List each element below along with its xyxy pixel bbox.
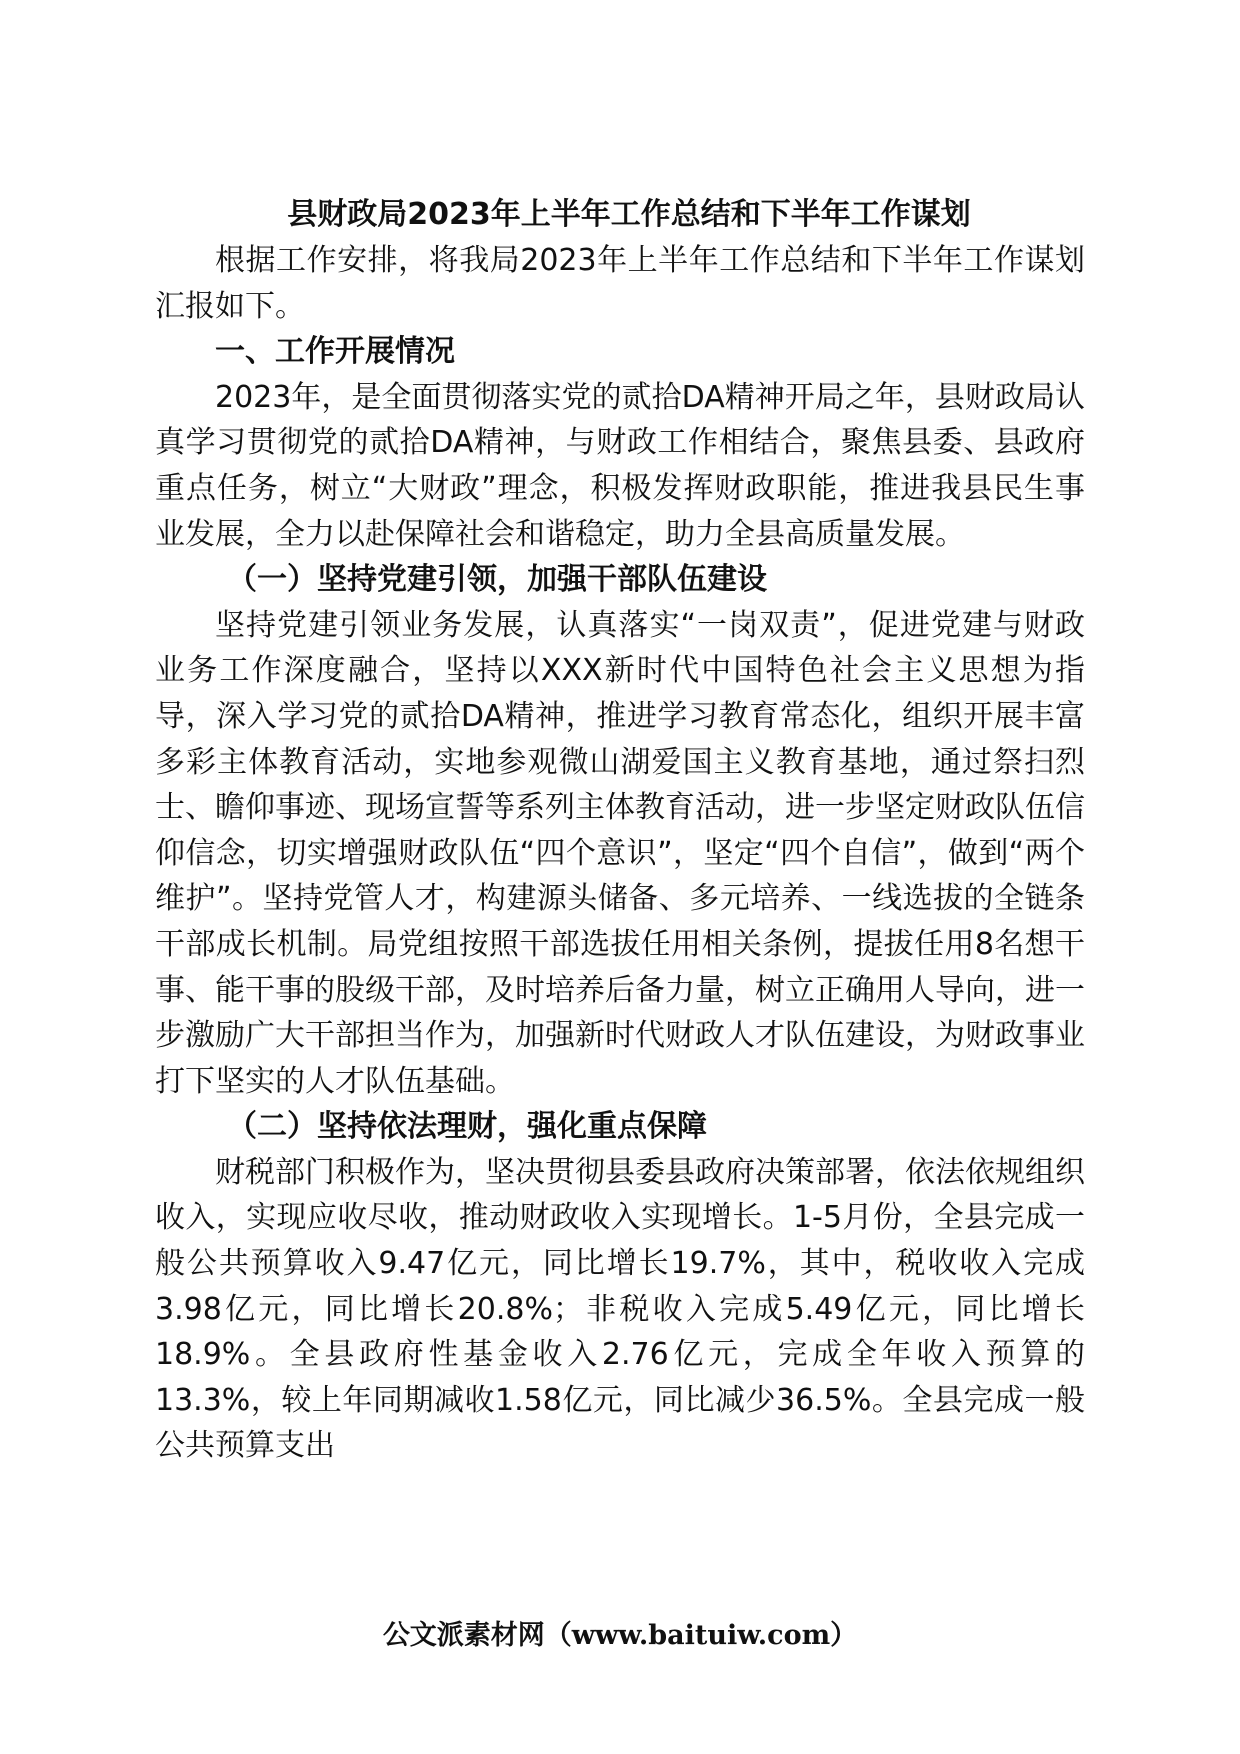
subsection-heading-1: （一）坚持党建引领，加强干部队伍建设 [227, 562, 767, 598]
intro-paragraph: 根据工作安排，将我局2023年上半年工作总结和下半年工作谋划汇报如下。 [155, 243, 1085, 324]
subsection-heading-2: （二）坚持依法理财，强化重点保障 [227, 1109, 707, 1145]
subsection-2-paragraph: 财税部门积极作为，坚决贯彻县委县政府决策部署，依法依规组织收入，实现应收尽收，推动财政收入实现增长。1-5月份，全县完成一般公共预算收入9.47亿元，同比增长19.7%，其中，税收收入完成3.98亿元，同比增长20.8%；非税收入完成5.49亿元，同比增长18.9%。全县政府性基金收入2.76亿元，完成全年收入预算的13.3%，较上年同期减收1.58亿元，同比减少36.5%。全县完成一般公共预算支出 [155, 1154, 1085, 1464]
section-1-paragraph: 2023年，是全面贯彻落实党的贰拾DA精神开局之年，县财政局认真学习贯彻党的贰拾DA精神，与财政工作相结合，聚焦县委、县政府重点任务，树立“大财政”理念，积极发挥财政职能，推进我县民生事业发展，全力以赴保障社会和谐稳定，助力全县高质量发展。 [155, 379, 1085, 552]
section-heading-1: 一、工作开展情况 [215, 334, 455, 370]
footer-watermark: 公文派素材网（www.baituiw.com） [382, 1620, 858, 1651]
document-body [155, 192, 1085, 1469]
document-title: 县财政局2023年上半年工作总结和下半年工作谋划 [287, 197, 971, 232]
subsection-1-paragraph: 坚持党建引领业务发展，认真落实“一岗双责”，促进党建与财政业务工作深度融合，坚持以XXX新时代中国特色社会主义思想为指导，深入学习党的贰拾DA精神，推进学习教育常态化，组织开展丰富多彩主体教育活动，实地参观微山湖爱国主义教育基地，通过祭扫烈士、瞻仰事迹、现场宣誓等系列主体教育活动，进一步坚定财政队伍信仰信念，切实增强财政队伍“四个意识”，坚定“四个自信”，做到“两个维护”。坚持党管人才，构建源头储备、多元培养、一线选拔的全链条干部成长机制。局党组按照干部选拔任用相关条例，提拔任用8名想干事、能干事的股级干部，及时培养后备力量，树立正确用人导向，进一步激励广大干部担当作为，加强新时代财政人才队伍建设，为财政事业打下坚实的人才队伍基础。 [155, 607, 1085, 1099]
